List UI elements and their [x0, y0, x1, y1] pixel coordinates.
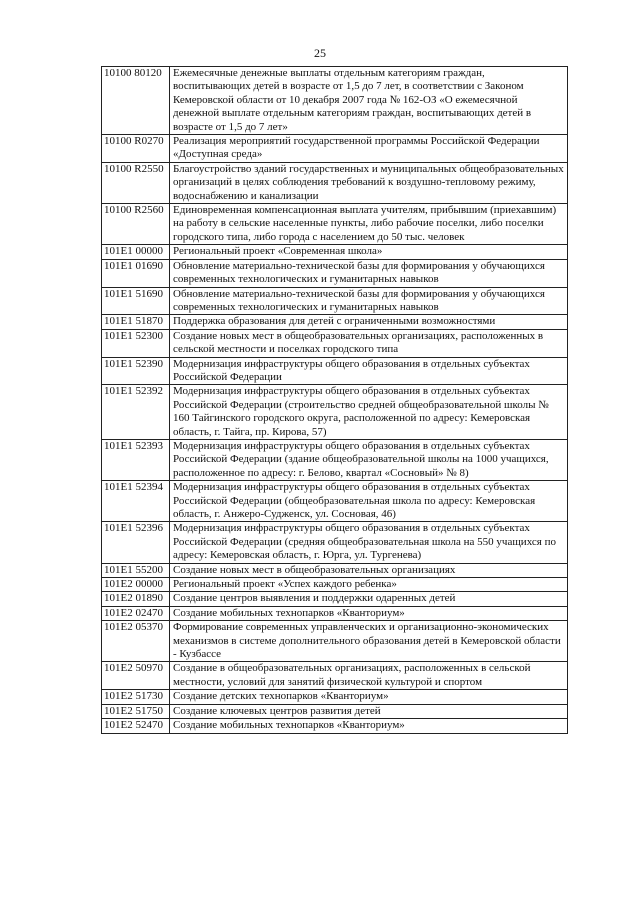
- classification-code: 101E1 51690: [102, 287, 170, 315]
- expense-description: Создание детских технопарков «Кванториум»: [170, 690, 568, 704]
- expense-description: Создание центров выявления и поддержки одаренных детей: [170, 592, 568, 606]
- table-row: [102, 259, 568, 287]
- expense-description: Единовременная компенсационная выплата учителям, прибывшим (приехавшим) на работу в сельские населенные пункты, либо рабочие поселки, либо поселки городского типа, либо города с населением до 50 тыс. человек: [170, 204, 568, 245]
- classification-code: 101E2 50970: [102, 662, 170, 690]
- expense-description: Обновление материально-технической базы для формирования у обучающихся современных технологических и гуманитарных навыков: [170, 287, 568, 315]
- classification-code: 10100 R0270: [102, 135, 170, 163]
- expense-description: Модернизация инфраструктуры общего образования в отдельных субъектах Российской Федерации: [170, 357, 568, 385]
- table-row: [102, 439, 568, 480]
- classification-code: 101E1 01690: [102, 259, 170, 287]
- expense-description: Региональный проект «Успех каждого ребенка»: [170, 578, 568, 592]
- page-number: 25: [314, 46, 326, 60]
- expense-description: Ежемесячные денежные выплаты отдельным категориям граждан, воспитывающих детей в возрасте от 1,5 до 7 лет, в соответствии с Законом Кемеровской области от 10 декабря 2007 года № 162-ОЗ «О ежемесячной денежной выплате отдельным категориям граждан, воспитывающих детей в возрасте от 1,5 до 7 лет»: [170, 67, 568, 135]
- expense-description: Создание в общеобразовательных организациях, расположенных в сельской местности, условий для занятий физической культурой и спортом: [170, 662, 568, 690]
- expense-description: Модернизация инфраструктуры общего образования в отдельных субъектах Российской Федерации (здание общеобразовательной школы на 1000 учащихся, расположенное по адресу: г. Белово, квартал «Сосновый» № 8): [170, 439, 568, 480]
- budget-codes-table: [101, 66, 568, 734]
- classification-code: 101E2 52470: [102, 719, 170, 733]
- table-body: [102, 67, 568, 734]
- expense-description: Обновление материально-технической базы для формирования у обучающихся современных технологических и гуманитарных навыков: [170, 259, 568, 287]
- table-row: [102, 357, 568, 385]
- table-row: [102, 315, 568, 329]
- table-row: [102, 135, 568, 163]
- expense-description: Создание ключевых центров развития детей: [170, 704, 568, 718]
- table-row: [102, 204, 568, 245]
- expense-description: Создание мобильных технопарков «Кванториум»: [170, 719, 568, 733]
- expense-description: Реализация мероприятий государственной программы Российской Федерации «Доступная среда»: [170, 135, 568, 163]
- table-row: [102, 719, 568, 733]
- classification-code: 101E1 52393: [102, 439, 170, 480]
- classification-code: 101E1 55200: [102, 563, 170, 577]
- table-row: [102, 385, 568, 440]
- classification-code: 101E2 05370: [102, 621, 170, 662]
- classification-code: 101E1 52396: [102, 522, 170, 563]
- expense-description: Модернизация инфраструктуры общего образования в отдельных субъектах Российской Федерации (средняя общеобразовательная школа на 550 учащихся по адресу: Кемеровская область, г. Юрга, ул. Тургенева): [170, 522, 568, 563]
- table-row: [102, 329, 568, 357]
- expense-description: Поддержка образования для детей с ограниченными возможностями: [170, 315, 568, 329]
- classification-code: 10100 R2560: [102, 204, 170, 245]
- classification-code: 101E1 51870: [102, 315, 170, 329]
- expense-description: Региональный проект «Современная школа»: [170, 245, 568, 259]
- expense-description: Модернизация инфраструктуры общего образования в отдельных субъектах Российской Федерации (общеобразовательная школа по адресу: Кемеровская область, г. Анжеро-Судженск, ул. Сосновая, 46): [170, 481, 568, 522]
- expense-description: Формирование современных управленческих и организационно-экономических механизмов в системе дополнительного образования детей в Кемеровской области - Кузбассе: [170, 621, 568, 662]
- table-row: [102, 287, 568, 315]
- table-row: [102, 162, 568, 203]
- classification-code: 101E2 51750: [102, 704, 170, 718]
- table-row: [102, 592, 568, 606]
- classification-code: 101E2 51730: [102, 690, 170, 704]
- table-row: [102, 578, 568, 592]
- table-row: [102, 621, 568, 662]
- classification-code: 10100 80120: [102, 67, 170, 135]
- table-row: [102, 245, 568, 259]
- expense-description: Создание мобильных технопарков «Кванториум»: [170, 606, 568, 620]
- expense-description: Благоустройство зданий государственных и муниципальных общеобразовательных организаций в целях соблюдения требований к воздушно-тепловому режиму, водоснабжению и канализации: [170, 162, 568, 203]
- table-row: [102, 690, 568, 704]
- classification-code: 101E1 52394: [102, 481, 170, 522]
- classification-code: 101E2 00000: [102, 578, 170, 592]
- classification-code: 101E1 52390: [102, 357, 170, 385]
- table-row: [102, 704, 568, 718]
- table-row: [102, 67, 568, 135]
- classification-code: 101E2 02470: [102, 606, 170, 620]
- table-row: [102, 563, 568, 577]
- table-row: [102, 606, 568, 620]
- table-row: [102, 522, 568, 563]
- classification-code: 101E2 01890: [102, 592, 170, 606]
- table-row: [102, 662, 568, 690]
- classification-code: 101E1 52392: [102, 385, 170, 440]
- table-row: [102, 481, 568, 522]
- classification-code: 101E1 52300: [102, 329, 170, 357]
- classification-code: 10100 R2550: [102, 162, 170, 203]
- classification-code: 101E1 00000: [102, 245, 170, 259]
- expense-description: Создание новых мест в общеобразовательных организациях, расположенных в сельской местности и поселках городского типа: [170, 329, 568, 357]
- expense-description: Создание новых мест в общеобразовательных организациях: [170, 563, 568, 577]
- expense-description: Модернизация инфраструктуры общего образования в отдельных субъектах Российской Федерации (строительство средней общеобразовательной школы № 160 Тайгинского городского округа, расположенной по адресу: Кемеровская область, г. Тайга, пр. Кирова, 57): [170, 385, 568, 440]
